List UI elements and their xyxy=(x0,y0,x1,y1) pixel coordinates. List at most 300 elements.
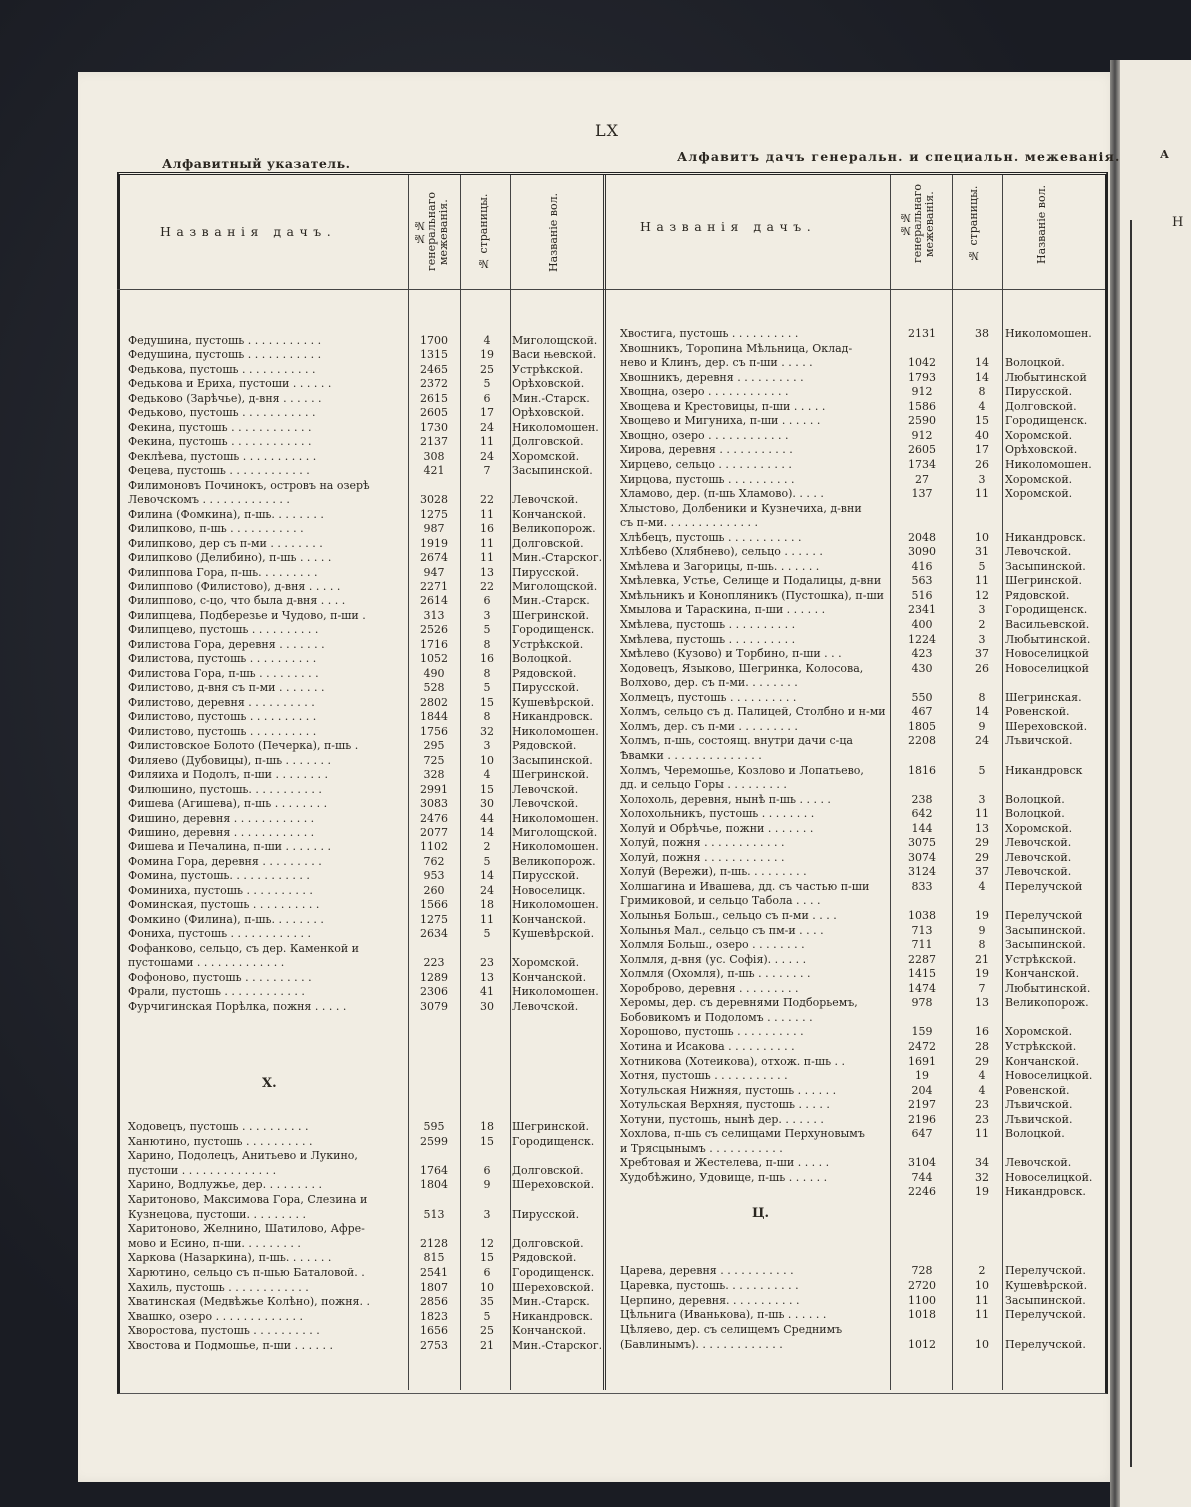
entry-page: 7 xyxy=(978,981,986,995)
entry-volost: Левочской. xyxy=(512,782,579,796)
entry-gen-number: 308 xyxy=(423,449,445,463)
entry-page: 14 xyxy=(975,356,989,370)
entry-gen-number: 2476 xyxy=(420,811,448,825)
entry-name: Филяиха и Подолъ, п-ши . . . . . . . . xyxy=(128,768,328,782)
entry-name: Холуй (Вережи), п-шь. . . . . . . . . xyxy=(620,865,807,879)
entry-name: Филипково, п-шь . . . . . . . . . . . xyxy=(128,522,304,536)
entry-page: 15 xyxy=(480,1134,494,1148)
entry-gen-number: 260 xyxy=(423,883,445,897)
entry-name: Хвощева и Крестовицы, п-ши . . . . . xyxy=(620,399,826,413)
entry-volost: Лъвичской. xyxy=(1005,1112,1073,1126)
entry-name: Филимоновъ Починокъ, островъ на озерѣ xyxy=(128,478,370,492)
entry-volost: Устрѣкской. xyxy=(512,637,584,651)
entry-volost: Засыпинской. xyxy=(1005,1293,1086,1307)
entry-page: 29 xyxy=(975,1054,989,1068)
header-page-right: № страницы. xyxy=(967,185,980,263)
entry-volost: Долговской. xyxy=(512,435,584,449)
entry-volost: Пирусской. xyxy=(512,869,580,883)
entry-gen-number: 744 xyxy=(911,1170,933,1184)
entry-volost: Николомошен. xyxy=(512,724,599,738)
entry-gen-number: 2472 xyxy=(908,1039,936,1053)
entry-volost: Левочской. xyxy=(512,797,579,811)
entry-gen-number: 815 xyxy=(423,1251,445,1265)
entry-page: 23 xyxy=(975,1098,989,1112)
entry-gen-number: 912 xyxy=(911,428,933,442)
entry-name: Холмъ, сельцо съ д. Палицей, Столбно и н-ми xyxy=(620,705,886,719)
entry-page: 11 xyxy=(480,435,494,449)
entry-volost: Васильевской. xyxy=(1005,618,1090,631)
entry-gen-number: 2465 xyxy=(420,362,448,376)
entry-name: Холмля, д-вня (ус. Софія). . . . . . xyxy=(620,952,807,966)
entry-name: Фофоново, пустошь . . . . . . . . . . xyxy=(128,970,312,984)
entry-name: Царева, деревня . . . . . . . . . . . xyxy=(620,1264,794,1277)
entry-name: Холуй и Обрѣчье, пожни . . . . . . . xyxy=(620,821,814,835)
entry-page: 17 xyxy=(480,406,494,420)
entry-volost: Кушевѣрской. xyxy=(512,927,595,941)
entry-name: Хороброво, деревня . . . . . . . . . xyxy=(620,981,799,995)
entry-page: 19 xyxy=(975,1185,989,1199)
entry-volost: Городищенск. xyxy=(512,1134,595,1148)
entry-page: 4 xyxy=(483,768,491,782)
entry-volost: Никандровск. xyxy=(512,710,593,724)
header-names-right: Названія дачъ. xyxy=(640,219,817,234)
entry-page: 4 xyxy=(483,334,491,347)
entry-volost: Волоцкой. xyxy=(1005,807,1065,821)
entry-page: 12 xyxy=(480,1236,494,1250)
entry-gen-number: 953 xyxy=(423,869,445,883)
entry-page: 11 xyxy=(975,1127,989,1141)
entry-volost: Волоцкой. xyxy=(1005,1127,1065,1141)
entry-page: 10 xyxy=(975,1278,989,1292)
entry-name: Филистово, д-вня съ п-ми . . . . . . . xyxy=(128,681,325,695)
entry-name: Фоминиха, пустошь . . . . . . . . . . xyxy=(128,883,313,897)
entry-page: 4 xyxy=(978,1069,986,1083)
entry-gen-number: 2077 xyxy=(420,825,448,839)
entry-name: Хирцова, пустошь . . . . . . . . . . xyxy=(620,472,795,486)
header-volost-right: Названіе вол. xyxy=(1035,184,1048,264)
entry-gen-number: 1275 xyxy=(420,507,448,521)
adjacent-page-title: А xyxy=(1160,148,1169,161)
entry-name: Хворостова, пустошь . . . . . . . . . . xyxy=(128,1324,320,1338)
entry-gen-number: 2590 xyxy=(908,414,936,428)
entry-page: 21 xyxy=(975,952,989,966)
entry-name: Хлыстово, Долбеники и Кузнечиха, д-вни xyxy=(620,501,862,515)
entry-gen-number: 1919 xyxy=(420,536,448,550)
entry-page: 15 xyxy=(975,414,989,428)
entry-gen-number: 1289 xyxy=(420,970,448,984)
entry-name: Холмъ, п-шь, состоящ. внутри дачи с-ца xyxy=(620,734,853,748)
entry-volost: Рядовской. xyxy=(1005,588,1070,602)
entry-gen-number: 430 xyxy=(911,661,933,675)
entry-gen-number: 647 xyxy=(911,1127,933,1141)
entry-gen-number: 2526 xyxy=(420,623,448,637)
entry-gen-number: 2196 xyxy=(908,1112,936,1126)
entry-page: 10 xyxy=(480,753,494,767)
entry-volost: Мин.-Старск. xyxy=(512,391,590,405)
entry-page: 4 xyxy=(978,1083,986,1097)
entry-volost: Левочской. xyxy=(512,999,579,1013)
entry-page: 3 xyxy=(978,472,986,486)
entry-gen-number: 159 xyxy=(911,1025,933,1039)
entry-name: Харино, Подолецъ, Анитьево и Лукино, xyxy=(128,1149,358,1163)
entry-volost: Левочской. xyxy=(1005,836,1072,850)
column-divider xyxy=(408,175,409,1390)
header-volost-left: Названіе вол. xyxy=(547,192,560,272)
entry-volost: Шегринской. xyxy=(512,1120,590,1133)
entry-name: Холынья Больш., сельцо съ п-ми . . . . xyxy=(620,909,837,922)
entry-volost: Левочской. xyxy=(1005,865,1072,879)
entry-page: 18 xyxy=(480,898,494,912)
entry-volost: Новоселицк. xyxy=(512,883,586,897)
entry-name: Хохлова, п-шь съ селищами Перхуновымъ xyxy=(620,1127,865,1141)
entry-volost: Засыпинской. xyxy=(1005,923,1086,937)
entry-page: 24 xyxy=(975,734,989,748)
entry-name: Фомина Гора, деревня . . . . . . . . . xyxy=(128,854,322,868)
entry-name: Хотульская Нижняя, пустошь . . . . . . xyxy=(620,1083,837,1097)
entry-name: Фомкино (Филина), п-шь. . . . . . . . xyxy=(128,912,324,926)
entry-page: 4 xyxy=(978,399,986,413)
entry-page: 18 xyxy=(480,1120,494,1133)
entry-name: Федькова и Ериха, пустоши . . . . . . xyxy=(128,377,332,391)
entry-page: 14 xyxy=(480,825,494,839)
entry-gen-number: 1474 xyxy=(908,981,936,995)
entry-page: 6 xyxy=(483,1163,491,1177)
entry-name: Хвостова и Подмошье, п-ши . . . . . . xyxy=(128,1339,334,1352)
entry-volost: Левочской. xyxy=(1005,850,1072,864)
adjacent-page-header: Н xyxy=(1172,215,1186,230)
entry-name: Филистово, пустошь . . . . . . . . . . xyxy=(128,724,317,738)
entry-page: 15 xyxy=(480,695,494,709)
entry-gen-number: 1734 xyxy=(908,457,936,471)
entry-page: 9 xyxy=(483,1178,491,1192)
entry-gen-number: 987 xyxy=(423,522,445,536)
entry-gen-number: 516 xyxy=(911,588,933,602)
entry-name: Хламово, дер. (п-шь Хламово). . . . . xyxy=(620,487,824,501)
entry-volost: Кончанской. xyxy=(1005,967,1080,981)
entry-gen-number: 328 xyxy=(423,768,445,782)
entry-volost: Городищенск. xyxy=(512,1266,595,1279)
header-gen-left: №№ генеральнаго межеванія. xyxy=(413,192,450,272)
entry-gen-number: 27 xyxy=(915,472,929,486)
entry-volost: Левочской. xyxy=(512,493,579,507)
entry-name: Ходовецъ, Языково, Шегринка, Колосова, xyxy=(620,661,864,675)
entry-name: Хмѣльникъ и Конопляникъ (Пустошка), п-ши xyxy=(620,588,885,602)
entry-name: Филиппово, с-цо, что была д-вня . . . . xyxy=(128,594,346,608)
entry-page: 8 xyxy=(978,690,986,704)
entry-volost: Перелучской. xyxy=(1005,1338,1086,1351)
entry-volost: Кончанской. xyxy=(512,1324,587,1338)
entry-gen-number: 1823 xyxy=(420,1309,448,1323)
entry-page: 5 xyxy=(483,1309,491,1323)
entry-name: Ханютино, пустошь . . . . . . . . . . xyxy=(128,1134,313,1148)
entry-name: Кузнецова, пустоши. . . . . . . . . xyxy=(128,1207,306,1221)
entry-gen-number: 295 xyxy=(423,739,445,753)
entry-volost: Лъвичской. xyxy=(1005,734,1073,748)
entry-volost: Волоцкой. xyxy=(1005,356,1065,370)
entry-volost: Миголощской. xyxy=(512,579,598,593)
entry-gen-number: 713 xyxy=(911,923,933,937)
running-title-right: Алфавитъ дачъ генеральн. и специальн. межеванія. xyxy=(677,149,1121,164)
entry-page: 8 xyxy=(483,637,491,651)
entry-name: Фецева, пустошь . . . . . . . . . . . . xyxy=(128,464,310,478)
entry-name: Хребтовая и Жестелева, п-ши . . . . . xyxy=(620,1156,830,1170)
entry-page: 3 xyxy=(483,739,491,753)
entry-gen-number: 3083 xyxy=(420,797,448,811)
entry-name: Фурчигинская Порѣлка, пожня . . . . . xyxy=(128,999,347,1013)
entry-volost: Кончанской. xyxy=(1005,1054,1080,1068)
entry-volost: Новоселицкой. xyxy=(1005,1069,1093,1083)
entry-volost: Шереховской. xyxy=(512,1280,595,1294)
entry-name: Филистово, деревня . . . . . . . . . . xyxy=(128,695,315,709)
entry-gen-number: 642 xyxy=(911,807,933,821)
entry-volost: Долговской. xyxy=(512,536,584,550)
entry-name: Харкова (Назаркина), п-шь. . . . . . . xyxy=(128,1251,332,1265)
entry-gen-number: 2246 xyxy=(908,1185,936,1199)
entry-volost: Николомошен. xyxy=(512,840,599,854)
entry-gen-number: 1816 xyxy=(908,763,936,777)
entry-volost: Ровенской. xyxy=(1005,1083,1070,1097)
entry-gen-number: 563 xyxy=(911,574,933,588)
entry-volost: Николомошен. xyxy=(512,811,599,825)
entry-volost: Любытинской. xyxy=(1005,981,1091,995)
entry-page: 11 xyxy=(975,487,989,501)
entry-page: 11 xyxy=(975,574,989,588)
entry-gen-number: 1586 xyxy=(908,399,936,413)
entry-page: 3 xyxy=(978,792,986,806)
entry-name: Федьково, пустошь . . . . . . . . . . . xyxy=(128,406,316,420)
entry-gen-number: 2605 xyxy=(908,443,936,457)
entry-page: 9 xyxy=(978,923,986,937)
entry-page: 40 xyxy=(975,428,989,442)
entry-page: 23 xyxy=(975,1112,989,1126)
entry-gen-number: 2991 xyxy=(420,782,448,796)
entry-gen-number: 2131 xyxy=(908,327,936,340)
entry-name: Хвошникъ, деревня . . . . . . . . . . xyxy=(620,370,804,384)
entry-name: Волхово, дер. съ п-ми. . . . . . . . xyxy=(620,676,798,690)
entry-page: 37 xyxy=(975,647,989,661)
entry-volost: Николомошен. xyxy=(1005,327,1092,340)
entry-name: Гримиковой, и сельцо Табола . . . . xyxy=(620,894,821,908)
entry-gen-number: 1691 xyxy=(908,1054,936,1068)
entry-name: Филипцево, пустошь . . . . . . . . . . xyxy=(128,623,319,637)
entry-name: Холмля (Охомля), п-шь . . . . . . . . xyxy=(620,967,811,981)
entry-name: Феклѣева, пустошь . . . . . . . . . . . xyxy=(128,449,317,463)
header-page-left: № страницы. xyxy=(477,193,490,271)
entry-gen-number: 144 xyxy=(911,821,933,835)
entry-gen-number: 2208 xyxy=(908,734,936,748)
entry-volost: Устрѣкской. xyxy=(1005,1039,1077,1053)
entry-page: 8 xyxy=(978,385,986,399)
entry-page: 37 xyxy=(975,865,989,879)
entry-gen-number: 1415 xyxy=(908,967,936,981)
entry-volost: Засыпинской. xyxy=(512,753,593,767)
entry-gen-number: 490 xyxy=(423,666,445,680)
entry-name: Филина (Фомкина), п-шь. . . . . . . . xyxy=(128,507,324,521)
entry-name: Хирцево, сельцо . . . . . . . . . . . xyxy=(620,457,792,471)
entry-volost: Ровенской. xyxy=(1005,705,1070,719)
entry-name: Фекина, пустошь . . . . . . . . . . . . xyxy=(128,420,312,434)
header-names-left: Названія дачъ. xyxy=(160,224,337,239)
entry-gen-number: 1275 xyxy=(420,912,448,926)
entry-volost: Великопорож. xyxy=(512,854,596,868)
entry-volost: Никандровск. xyxy=(1005,1185,1086,1199)
entry-name: Фомина, пустошь. . . . . . . . . . . . xyxy=(128,869,310,883)
entry-volost: Устрѣкской. xyxy=(1005,952,1077,966)
entry-page: 11 xyxy=(480,551,494,565)
entry-gen-number: 1224 xyxy=(908,632,936,646)
entry-gen-number: 912 xyxy=(911,385,933,399)
entry-volost: Любытинской xyxy=(1005,370,1087,384)
entry-volost: Устрѣкской. xyxy=(512,362,584,376)
entry-name: Хмѣлево (Кузово) и Торбино, п-ши . . . xyxy=(620,647,842,661)
entry-page: 2 xyxy=(978,618,986,631)
entry-volost: Хоромской. xyxy=(1005,472,1073,486)
entry-name: Фишева и Печалина, п-ши . . . . . . . xyxy=(128,840,331,854)
entry-page: 30 xyxy=(480,999,494,1013)
entry-volost: Кончанской. xyxy=(512,970,587,984)
entry-gen-number: 1804 xyxy=(420,1178,448,1192)
entry-volost: Николомошен. xyxy=(512,420,599,434)
entry-volost: Миголощской. xyxy=(512,334,598,347)
entry-volost: Долговской. xyxy=(512,1163,584,1177)
entry-gen-number: 3104 xyxy=(908,1156,936,1170)
entry-volost: Кушевѣрской. xyxy=(512,695,595,709)
entry-gen-number: 2856 xyxy=(420,1295,448,1309)
entry-volost: Рядовской. xyxy=(512,739,577,753)
entry-gen-number: 1100 xyxy=(908,1293,936,1307)
entry-volost: Шегринской. xyxy=(512,608,590,622)
entry-name: Холмъ, Черемошье, Козлово и Лопатьево, xyxy=(620,763,864,777)
entry-gen-number: 1566 xyxy=(420,898,448,912)
section-heading-ts: Ц. xyxy=(752,1206,770,1221)
entry-volost: Васи њевской. xyxy=(512,348,597,362)
entry-page: 4 xyxy=(978,879,986,893)
entry-page: 5 xyxy=(978,763,986,777)
entry-name: мово и Есино, п-ши. . . . . . . . . xyxy=(128,1236,301,1250)
entry-gen-number: 423 xyxy=(911,647,933,661)
entry-gen-number: 528 xyxy=(423,681,445,695)
entry-gen-number: 1038 xyxy=(908,909,936,922)
entry-gen-number: 1805 xyxy=(908,719,936,733)
entry-volost: Орѣховской. xyxy=(512,406,585,420)
entry-gen-number: 416 xyxy=(911,559,933,573)
entry-name: Холохоль, деревня, нынѣ п-шь . . . . . xyxy=(620,792,831,806)
book-spine xyxy=(1110,60,1120,1507)
entry-name: Хвощна, озеро . . . . . . . . . . . . xyxy=(620,385,789,399)
entry-name: Филяево (Дубовицы), п-шь . . . . . . . xyxy=(128,753,332,767)
entry-name: Фоминская, пустошь . . . . . . . . . . xyxy=(128,898,320,912)
entry-name: Хвошникъ, Торопина Мѣльница, Оклад- xyxy=(620,341,853,355)
entry-page: 30 xyxy=(480,797,494,811)
entry-volost: Мин.-Старског. xyxy=(512,1339,603,1352)
entry-volost: Великопорож. xyxy=(512,522,596,536)
entry-name: Федьково (Зарѣчье), д-вня . . . . . . xyxy=(128,391,322,405)
entry-page: 22 xyxy=(480,579,494,593)
entry-gen-number: 1656 xyxy=(420,1324,448,1338)
entry-gen-number: 2341 xyxy=(908,603,936,617)
entry-page: 19 xyxy=(480,348,494,362)
entry-page: 16 xyxy=(480,652,494,666)
entry-gen-number: 947 xyxy=(423,565,445,579)
entry-name: Хотникова (Хотеикова), отхож. п-шь . . xyxy=(620,1054,846,1068)
entry-gen-number: 762 xyxy=(423,854,445,868)
entry-name: Фекина, пустошь . . . . . . . . . . . . xyxy=(128,435,312,449)
entry-gen-number: 2614 xyxy=(420,594,448,608)
entry-page: 15 xyxy=(480,1251,494,1265)
entry-name: Бобовикомъ и Подоломъ . . . . . . . xyxy=(620,1010,813,1024)
entry-volost: Орѣховской. xyxy=(512,377,585,391)
entry-page: 9 xyxy=(978,719,986,733)
entry-page: 26 xyxy=(975,457,989,471)
entry-page: 2 xyxy=(978,1264,986,1277)
entry-gen-number: 223 xyxy=(423,956,445,970)
column-divider xyxy=(460,175,461,1390)
entry-name: Хотульская Верхняя, пустошь . . . . . xyxy=(620,1098,830,1112)
entry-volost: Новоселицкой xyxy=(1005,661,1089,675)
entry-name: Хахиль, пустошь . . . . . . . . . . . . xyxy=(128,1280,309,1294)
entry-volost: Перелучской xyxy=(1005,879,1083,893)
entry-page: 44 xyxy=(480,811,494,825)
entry-gen-number: 3090 xyxy=(908,545,936,559)
entry-page: 6 xyxy=(483,1266,491,1279)
entry-page: 23 xyxy=(480,956,494,970)
entry-gen-number: 513 xyxy=(423,1207,445,1221)
entry-volost: Орѣховской. xyxy=(1005,443,1078,457)
entry-name: Харитоново, Максимова Гора, Слезина и xyxy=(128,1193,368,1206)
entry-volost: Пирусской. xyxy=(512,565,580,579)
entry-page: 10 xyxy=(975,1338,989,1351)
entry-page: 16 xyxy=(975,1025,989,1039)
entry-volost: Любытинской. xyxy=(1005,632,1091,646)
entry-gen-number: 137 xyxy=(911,487,933,501)
entry-page: 11 xyxy=(480,912,494,926)
entry-name: Холохольникъ, пустошь . . . . . . . . xyxy=(620,807,815,821)
entry-gen-number: 238 xyxy=(911,792,933,806)
entry-page: 6 xyxy=(483,391,491,405)
entry-page: 7 xyxy=(483,464,491,478)
entry-name: Церпино, деревня. . . . . . . . . . . xyxy=(620,1293,800,1307)
entry-page: 24 xyxy=(480,449,494,463)
entry-page: 19 xyxy=(975,909,989,922)
entry-volost: Рядовской. xyxy=(512,666,577,680)
entry-gen-number: 2615 xyxy=(420,391,448,405)
entry-name: Хмѣлева, пустошь . . . . . . . . . . xyxy=(620,632,796,646)
entry-page: 8 xyxy=(978,938,986,952)
entry-name: Царевка, пустошь. . . . . . . . . . . xyxy=(620,1278,799,1292)
entry-page: 25 xyxy=(480,1324,494,1338)
entry-volost: Николомошен. xyxy=(512,985,599,999)
entry-page: 11 xyxy=(480,536,494,550)
entry-page: 10 xyxy=(975,530,989,544)
entry-name: Филиппово (Филистово), д-вня . . . . . xyxy=(128,579,341,593)
entry-volost: Пирусской. xyxy=(512,681,580,695)
entry-gen-number: 19 xyxy=(915,1069,929,1083)
entry-volost: Никандровск. xyxy=(1005,530,1086,544)
entry-volost: Николомошен. xyxy=(512,898,599,912)
entry-page: 12 xyxy=(975,588,989,602)
section-heading-kh: Х. xyxy=(262,1076,277,1091)
entry-gen-number: 1716 xyxy=(420,637,448,651)
entry-gen-number: 2128 xyxy=(420,1236,448,1250)
entry-gen-number: 2599 xyxy=(420,1134,448,1148)
entry-gen-number: 400 xyxy=(911,618,933,631)
entry-page: 35 xyxy=(480,1295,494,1309)
entry-volost: Рядовской. xyxy=(512,1251,577,1265)
entry-name: пустоши . . . . . . . . . . . . . . xyxy=(128,1163,277,1177)
entry-volost: Хоромской. xyxy=(1005,428,1073,442)
entry-volost: Кончанской. xyxy=(512,912,587,926)
entry-name: Ѣвамки . . . . . . . . . . . . . . xyxy=(620,748,762,762)
